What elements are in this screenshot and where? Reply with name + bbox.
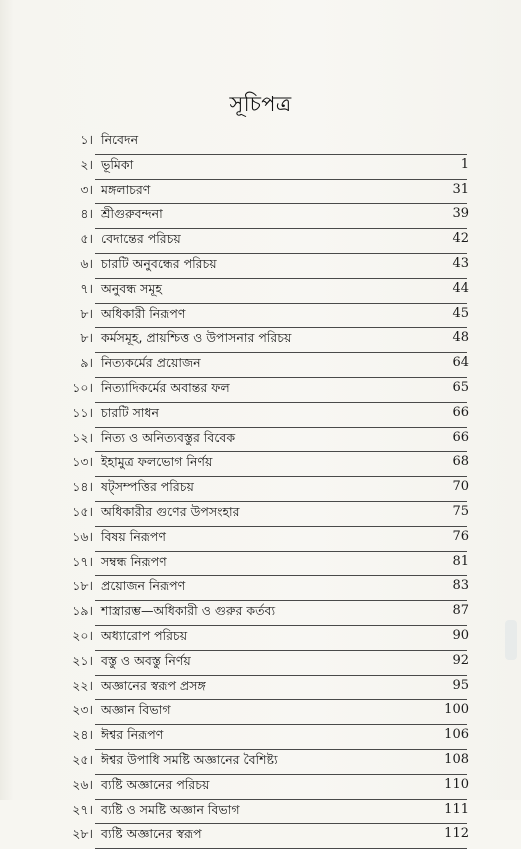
toc-entry [72, 750, 469, 775]
toc-entry-page-number: 1 [460, 156, 469, 172]
toc-entry-page-number: 75 [452, 503, 469, 519]
toc-entry-page-number: 81 [452, 553, 469, 569]
toc-entry-number: ২৩। [72, 702, 93, 718]
toc-entry-page-number: 83 [452, 578, 469, 594]
toc-entry [72, 700, 469, 725]
toc-entry [72, 725, 469, 750]
toc-entry-number: ৫। [80, 231, 93, 247]
toc-entry-title: অজ্ঞান বিভাগ [101, 702, 171, 718]
toc-entry [80, 254, 469, 279]
toc-entry-page-number: 70 [452, 479, 469, 495]
toc-entry-page-number: 64 [452, 355, 469, 371]
toc-entry-title: নিত্যাদিকর্মের অবান্তর ফল [101, 379, 230, 395]
toc-entry-number: ১৭। [72, 553, 93, 569]
toc-entry-title: ঈশ্বর নিরূপণ [101, 727, 164, 743]
toc-entry-title: প্রয়োজন নিরূপণ [101, 578, 186, 594]
toc-entry-number: ১। [80, 132, 93, 147]
page-edge-stain [505, 620, 517, 660]
toc-entry-number: ১৫। [72, 503, 93, 519]
table-of-contents [0, 130, 521, 849]
toc-entry [72, 452, 469, 477]
toc-entry-number: ২৫। [72, 751, 93, 767]
toc-entry-page-number: 31 [452, 181, 469, 197]
toc-entry-page-number: 45 [452, 305, 469, 321]
toc-entry-page-number: 106 [444, 727, 469, 743]
toc-entry-page-number: 65 [452, 379, 469, 395]
toc-entry-title: ব্যষ্টি ও সমষ্টি অজ্ঞান বিভাগ [101, 801, 240, 817]
toc-entry [80, 155, 469, 180]
toc-entry [80, 304, 469, 329]
toc-entry-number: ২৭। [72, 801, 93, 817]
toc-entry [80, 279, 469, 304]
toc-entry-page-number: 112 [444, 826, 469, 842]
toc-entry-number: ২। [80, 156, 93, 172]
toc-entry-number: ১৮। [72, 578, 93, 594]
toc-entry-page-number: 43 [452, 255, 469, 271]
toc-entry-title: ইহামুত্র ফলভোগ নির্ণয় [101, 454, 213, 470]
toc-entry-page-number: 66 [452, 404, 469, 420]
toc-entry-page-number: 76 [452, 528, 469, 544]
toc-entry [80, 130, 467, 155]
toc-entry [72, 651, 469, 676]
toc-entry [72, 775, 469, 800]
toc-entry-title: শাস্ত্রারম্ভ—অধিকারী ও গুরুর কর্তব্য [101, 603, 276, 619]
toc-entry-number: ৮। [80, 330, 93, 346]
toc-entry-title: বেদান্তের পরিচয় [101, 231, 181, 247]
toc-entry-number: ১৯। [72, 603, 93, 619]
toc-entry-page-number: 68 [452, 454, 469, 470]
toc-entry-page-number: 87 [452, 603, 469, 619]
toc-entry-page-number: 42 [452, 231, 469, 247]
toc-entry-number: ৮। [80, 305, 93, 321]
toc-entry-title: ব্যষ্টি অজ্ঞানের স্বরূপ [101, 826, 202, 842]
toc-entry [80, 353, 469, 378]
toc-entry-title: অধ্যারোপ পরিচয় [101, 627, 188, 643]
toc-entry-page-number: 90 [452, 627, 469, 643]
toc-entry-page-number: 39 [452, 206, 469, 222]
toc-entry [72, 601, 469, 626]
toc-entry [80, 180, 469, 205]
toc-entry-number: ৪। [80, 206, 93, 222]
toc-entry [72, 552, 469, 577]
toc-entry [72, 403, 469, 428]
toc-entry-title: অধিকারীর গুণের উপসংহার [101, 503, 240, 519]
toc-entry [72, 800, 469, 825]
toc-entry-number: ২৪। [72, 727, 93, 743]
toc-entry-page-number: 110 [444, 776, 469, 792]
toc-entry-number: ২৮। [72, 826, 93, 842]
toc-entry [72, 676, 469, 701]
toc-entry [80, 328, 469, 353]
toc-entry-title: শ্রীগুরুবন্দনা [101, 206, 163, 222]
toc-entry [72, 576, 469, 601]
toc-entry-number: ১১। [72, 404, 93, 420]
toc-entry-number: ২০। [72, 627, 93, 643]
toc-entry-number: ১৬। [72, 528, 93, 544]
toc-entry-number: ১০। [72, 379, 93, 395]
toc-entry-page-number: 44 [452, 280, 469, 296]
toc-entry-page-number: 48 [452, 330, 469, 346]
toc-entry-title: চারটি অনুবন্ধের পরিচয় [101, 255, 217, 271]
toc-entry [72, 527, 469, 552]
toc-entry-title: অধিকারী নিরূপণ [101, 305, 186, 321]
toc-entry-title: ব্যষ্টি অজ্ঞানের পরিচয় [101, 776, 210, 792]
page-title: সূচিপত্র [229, 92, 292, 116]
toc-entry [72, 477, 469, 502]
toc-entry-number: ১২। [72, 429, 93, 445]
toc-entry-number: ২২। [72, 677, 93, 693]
toc-entry-page-number: 111 [444, 801, 469, 817]
toc-entry-title: নিত্যকর্মের প্রয়োজন [101, 355, 201, 371]
toc-entry-title: কর্মসমূহ, প্রায়শ্চিত্ত ও উপাসনার পরিচয় [101, 330, 292, 346]
toc-entry-title: চারটি সাধন [101, 404, 159, 420]
toc-entry-page-number: 66 [452, 429, 469, 445]
toc-entry-title: ঈশ্বর উপাধি সমষ্টি অজ্ঞানের বৈশিষ্ট্য [101, 751, 278, 767]
toc-entry-page-number: 108 [444, 751, 469, 767]
toc-entry-title: ষট্সম্পত্তির পরিচয় [101, 479, 194, 495]
toc-entry-number: ২১। [72, 652, 93, 668]
toc-entry-title: নিবেদন [101, 132, 139, 147]
toc-entry-title: নিত্য ও অনিত্যবস্তুর বিবেক [101, 429, 236, 445]
toc-entry-page-number: 95 [452, 677, 469, 693]
toc-entry-number: ৯। [80, 355, 93, 371]
toc-entry-title: অনুবন্ধ সমূহ [101, 280, 162, 296]
toc-entry-number: ১৪। [72, 479, 93, 495]
toc-entry-number: ৭। [80, 280, 93, 296]
toc-entry-title: বস্তু ও অবস্তু নির্ণয় [101, 652, 191, 668]
toc-entry [72, 502, 469, 527]
toc-entry-number: ৬। [80, 255, 93, 271]
toc-entry-title: ভূমিকা [101, 156, 134, 172]
toc-entry [72, 428, 469, 453]
toc-entry-title: মঙ্গলাচরণ [101, 181, 151, 197]
toc-entry-title: অজ্ঞানের স্বরূপ প্রসঙ্গ [101, 677, 206, 693]
toc-entry [80, 229, 469, 254]
toc-entry-number: ২৬। [72, 776, 93, 792]
toc-entry [72, 626, 469, 651]
toc-entry-title: বিষয় নিরূপণ [101, 528, 166, 544]
toc-entry-page-number: 100 [444, 702, 469, 718]
toc-entry [72, 824, 469, 849]
toc-entry [72, 378, 469, 403]
toc-entry-page-number: 92 [452, 652, 469, 668]
toc-entry-title: সম্বন্ধ নিরূপণ [101, 553, 167, 569]
toc-entry [80, 204, 469, 229]
toc-entry-number: ৩। [80, 181, 93, 197]
toc-entry-number: ১৩। [72, 454, 93, 470]
